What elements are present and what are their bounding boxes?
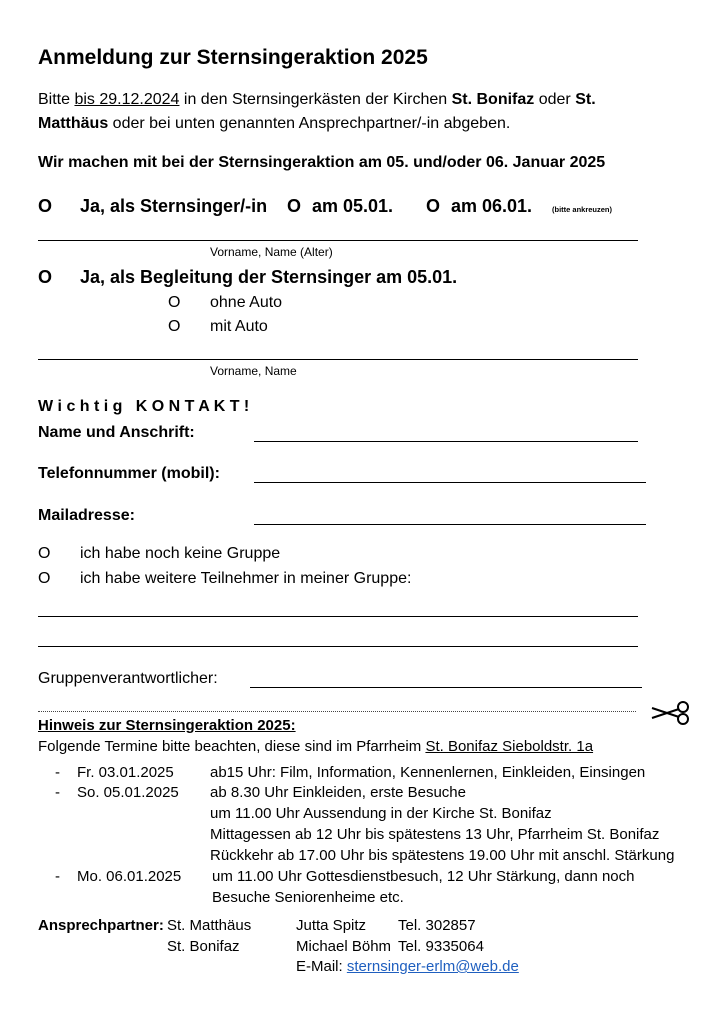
date2-label: am 06.01. <box>451 196 533 216</box>
phone-field[interactable] <box>254 482 646 483</box>
church-matthaeus-b: Matthäus <box>38 115 109 132</box>
no-car-checkbox[interactable]: O <box>168 294 181 311</box>
schedule-date: So. 05.01.2025 <box>77 784 179 801</box>
intro-text: in den Sternsingerkästen der Kirchen <box>179 91 452 108</box>
church-bonifaz: St. Bonifaz <box>451 91 535 108</box>
schedule-line: Rückkehr ab 17.00 Uhr bis spätestens 19.00 Uhr mit anschl. Stärkung <box>210 847 675 864</box>
members-line-2[interactable] <box>38 646 638 647</box>
intro-text: Bitte <box>38 91 75 108</box>
notice-heading: Hinweis zur Sternsingeraktion 2025: <box>38 717 296 734</box>
with-car-checkbox[interactable]: O <box>168 318 181 335</box>
contact-heading: W i c h t i g K O N T A K T ! <box>38 398 250 415</box>
notice-intro <box>38 738 593 755</box>
date2-checkbox[interactable]: O <box>426 196 441 216</box>
contact-1-place: St. Matthäus <box>167 917 252 934</box>
no-car-label: ohne Auto <box>210 294 283 311</box>
no-group-label: ich habe noch keine Gruppe <box>80 545 281 562</box>
contact-2-name: Michael Böhm <box>296 938 392 955</box>
contact-2-place: St. Bonifaz <box>167 938 240 955</box>
schedule-date: Fr. 03.01.2025 <box>77 764 174 781</box>
singer-name-line[interactable] <box>38 240 638 241</box>
leader-field[interactable] <box>250 687 642 688</box>
deadline: bis 29.12.2024 <box>74 91 180 108</box>
contacts-label: Ansprechpartner: <box>38 917 164 934</box>
more-members-label: ich habe weitere Teilnehmer in meiner Gruppe: <box>80 570 412 587</box>
tick-note: (bitte ankreuzen) <box>552 205 613 214</box>
singer-label: Ja, als Sternsinger/-in <box>80 196 268 216</box>
date1-label: am 05.01. <box>312 196 394 216</box>
caption-name: Vorname, Name <box>210 364 297 378</box>
escort-checkbox[interactable]: O <box>38 267 53 287</box>
email-label-text: E-Mail: <box>296 958 347 975</box>
schedule-line: um 11.00 Uhr Aussendung in der Kirche St. Bonifaz <box>210 805 552 822</box>
contact-1-phone: Tel. 302857 <box>398 917 476 934</box>
church-matthaeus-a: St. <box>575 91 596 108</box>
schedule-dash: - <box>55 764 60 781</box>
date1-checkbox[interactable]: O <box>287 196 302 216</box>
schedule-line: Mittagessen ab 12 Uhr bis spätestens 13 Uhr, Pfarrheim St. Bonifaz <box>210 826 660 843</box>
schedule-line: Besuche Seniorenheime etc. <box>212 889 404 906</box>
with-car-label: mit Auto <box>210 318 268 335</box>
schedule-line: um 11.00 Uhr Gottesdienstbesuch, 12 Uhr Stärkung, dann noch <box>212 868 635 885</box>
intro-text: oder <box>534 91 576 108</box>
schedule-date: Mo. 06.01.2025 <box>77 868 182 885</box>
members-line-1[interactable] <box>38 616 638 617</box>
name-address-label: Name und Anschrift: <box>38 424 195 441</box>
contact-1-name: Jutta Spitz <box>296 917 367 934</box>
schedule-line: ab15 Uhr: Film, Information, Kennenlernen, Einkleiden, Einsingen <box>210 764 646 781</box>
intro-line-1 <box>38 91 596 109</box>
schedule-dash: - <box>55 868 60 885</box>
page-title: Anmeldung zur Sternsingeraktion 2025 <box>38 46 428 69</box>
contact-email-link[interactable]: sternsinger-erlm@web.de <box>346 958 519 975</box>
escort-name-line[interactable] <box>38 359 638 360</box>
scissors-icon <box>650 700 692 726</box>
schedule-line: ab 8.30 Uhr Einkleiden, erste Besuche <box>210 784 466 801</box>
no-group-checkbox[interactable]: O <box>38 545 51 562</box>
intro-text: oder bei unten genannten Ansprechpartner/-in abgeben. <box>108 115 511 132</box>
leader-label: Gruppenverantwortlicher: <box>38 670 218 687</box>
schedule-dash: - <box>55 784 60 801</box>
notice-location: St. Bonifaz Sieboldstr. 1a <box>425 738 594 755</box>
name-address-field[interactable] <box>254 441 638 442</box>
email-label: Mailadresse: <box>38 507 135 524</box>
email-field[interactable] <box>254 524 646 525</box>
participate-heading: Wir machen mit bei der Sternsingeraktion am 05. und/oder 06. Januar 2025 <box>38 154 606 171</box>
intro-line-2 <box>38 115 510 133</box>
contact-email-row <box>296 958 519 975</box>
caption-name-age: Vorname, Name (Alter) <box>210 245 333 259</box>
more-members-checkbox[interactable]: O <box>38 570 51 587</box>
notice-intro-text: Folgende Termine bitte beachten, diese sind im Pfarrheim <box>38 738 426 755</box>
singer-checkbox[interactable]: O <box>38 196 53 216</box>
cut-line <box>38 711 636 712</box>
escort-label: Ja, als Begleitung der Sternsinger am 05.01. <box>80 267 458 287</box>
phone-label: Telefonnummer (mobil): <box>38 465 220 482</box>
contact-2-phone: Tel. 9335064 <box>398 938 484 955</box>
